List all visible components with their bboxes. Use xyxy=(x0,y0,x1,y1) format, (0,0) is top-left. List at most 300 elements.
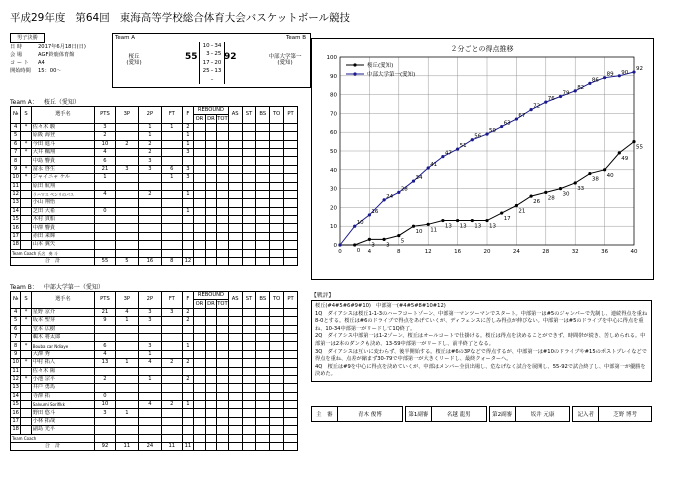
empty-cell xyxy=(242,367,256,375)
player-name: 中村 拓人 xyxy=(31,359,94,367)
player-no: 12 xyxy=(12,191,19,198)
data-point xyxy=(353,243,356,246)
player-row xyxy=(11,317,298,325)
empty-cell xyxy=(284,207,298,215)
empty-cell xyxy=(284,359,298,367)
empty-cell xyxy=(138,434,161,442)
empty-cell xyxy=(194,207,206,215)
player-p2 xyxy=(138,333,161,341)
empty-cell xyxy=(205,342,217,350)
data-label: 82 xyxy=(577,84,585,91)
empty-cell xyxy=(256,359,270,367)
player-no: 16 xyxy=(12,224,19,231)
player-ft: 6 xyxy=(161,165,182,173)
game-info xyxy=(10,33,86,75)
empty-cell xyxy=(217,417,229,425)
player-name: 大井 楓翔 xyxy=(31,148,94,156)
player-s: * xyxy=(21,375,31,383)
empty-cell xyxy=(228,148,242,156)
player-p3 xyxy=(115,241,138,249)
date: 2017年6月18日(日) xyxy=(38,44,86,50)
empty-cell xyxy=(256,350,270,358)
empty-cell xyxy=(270,132,284,140)
player-p3 xyxy=(115,157,138,165)
quarter-score-b: 13 xyxy=(214,68,222,75)
empty-cell xyxy=(217,392,229,400)
second-label: 第2副審 xyxy=(488,407,515,422)
player-name: 佐々木 駿 xyxy=(31,123,94,131)
header-pt: PT xyxy=(284,292,298,309)
player-name: 星野 京介 xyxy=(31,308,94,316)
empty-cell xyxy=(205,182,217,190)
player-row xyxy=(11,232,298,240)
player-s xyxy=(21,241,31,249)
data-point xyxy=(441,219,444,222)
data-label: 90 xyxy=(621,69,629,76)
empty-cell xyxy=(242,375,256,383)
empty-cell xyxy=(284,392,298,400)
empty-cell xyxy=(194,148,206,156)
player-p3 xyxy=(115,417,138,425)
player-p2 xyxy=(138,199,161,207)
empty-cell xyxy=(205,409,217,417)
total-f: 11 xyxy=(182,443,194,451)
player-p2 xyxy=(138,174,161,182)
empty-cell xyxy=(256,249,270,257)
player-f xyxy=(182,392,194,400)
empty-cell xyxy=(217,443,229,451)
quarter-dash: – xyxy=(210,43,214,49)
quarter-score-a: 17 xyxy=(202,59,210,66)
quarter-row xyxy=(200,42,224,50)
empty-cell xyxy=(95,434,116,442)
empty-cell xyxy=(217,409,229,417)
player-p2: 1 xyxy=(138,123,161,131)
player-row xyxy=(11,182,298,190)
player-ft xyxy=(161,207,182,215)
data-point xyxy=(530,195,533,198)
quarter-dash: – xyxy=(210,68,214,75)
empty-cell xyxy=(284,157,298,165)
player-ft: 2 xyxy=(161,359,182,367)
empty-cell xyxy=(217,350,229,358)
empty-cell xyxy=(242,258,256,266)
player-name: 鵜木 将太郎 xyxy=(31,333,94,341)
data-point xyxy=(618,151,621,154)
player-pts: 0 xyxy=(95,207,116,215)
empty-cell xyxy=(205,375,217,383)
player-s: * xyxy=(21,359,31,367)
empty-cell xyxy=(228,375,242,383)
data-label: 33 xyxy=(577,185,585,192)
player-s xyxy=(21,325,31,333)
empty-cell xyxy=(284,434,298,442)
empty-cell xyxy=(284,384,298,392)
empty-cell xyxy=(242,308,256,316)
empty-cell xyxy=(217,224,229,232)
player-ft: 2 xyxy=(161,401,182,409)
empty-cell xyxy=(270,409,284,417)
empty-cell xyxy=(256,190,270,198)
empty-cell xyxy=(228,199,242,207)
empty-cell xyxy=(242,216,256,224)
score-box xyxy=(112,33,311,88)
player-ft xyxy=(161,375,182,383)
empty-cell xyxy=(284,182,298,190)
recorder-label: 記入者 xyxy=(571,407,598,422)
quarter-dash: – xyxy=(210,59,214,66)
quarter-row xyxy=(200,59,224,67)
coach-cell xyxy=(11,434,95,442)
player-f xyxy=(182,157,194,165)
player-p3 xyxy=(115,123,138,131)
player-pts: 21 xyxy=(95,308,116,316)
header-or: OR xyxy=(195,300,204,307)
empty-cell xyxy=(270,190,284,198)
player-pts xyxy=(95,426,116,434)
data-point xyxy=(632,140,635,143)
coach-row xyxy=(11,249,298,257)
empty-cell xyxy=(205,359,217,367)
empty-cell xyxy=(256,426,270,434)
empty-cell xyxy=(205,350,217,358)
data-point xyxy=(559,187,562,190)
empty-cell xyxy=(242,249,256,257)
empty-cell xyxy=(205,190,217,198)
player-row xyxy=(11,392,298,400)
team-a-label: Team A xyxy=(115,35,136,41)
player-p3 xyxy=(115,174,138,182)
player-name: 中澤 響貴 xyxy=(31,224,94,232)
y-tick-label: 10 xyxy=(330,224,337,231)
score-a: 55 xyxy=(185,52,198,62)
empty-cell xyxy=(284,409,298,417)
recorder: 芝野 博考 xyxy=(599,407,652,422)
empty-cell xyxy=(256,308,270,316)
player-f xyxy=(182,216,194,224)
player-name: 富永 啓生 xyxy=(31,165,94,173)
player-p2 xyxy=(138,325,161,333)
player-pts xyxy=(95,224,116,232)
empty-cell xyxy=(270,359,284,367)
player-no: 10 xyxy=(12,174,19,181)
player-row xyxy=(11,409,298,417)
empty-cell xyxy=(194,359,206,367)
player-name: 堂本 広樹 xyxy=(31,325,94,333)
data-label: 89 xyxy=(606,71,614,78)
data-label: 10 xyxy=(415,229,423,236)
empty-cell xyxy=(182,434,194,442)
player-row xyxy=(11,342,298,350)
player-pts xyxy=(95,417,116,425)
empty-cell xyxy=(228,401,242,409)
player-name: 小林 拓哉 xyxy=(31,417,94,425)
data-label: 76 xyxy=(547,96,555,103)
empty-cell xyxy=(217,241,229,249)
empty-cell xyxy=(256,401,270,409)
empty-cell xyxy=(228,157,242,165)
total-p2: 24 xyxy=(138,443,161,451)
data-point xyxy=(427,223,430,226)
empty-cell xyxy=(217,249,229,257)
empty-cell xyxy=(284,174,298,182)
player-p2: 1 xyxy=(138,350,161,358)
player-p3: 1 xyxy=(115,409,138,417)
player-ft xyxy=(161,342,182,350)
player-no: 12 xyxy=(12,376,19,383)
player-row xyxy=(11,148,298,156)
data-label: 59 xyxy=(489,128,496,135)
header-3p: 3P xyxy=(115,107,138,124)
player-s xyxy=(21,367,31,375)
empty-cell xyxy=(228,174,242,182)
player-no: 14 xyxy=(12,207,19,214)
player-pts: 0 xyxy=(95,392,116,400)
data-label: 49 xyxy=(621,155,629,162)
data-label: 28 xyxy=(400,186,408,193)
player-p3 xyxy=(115,333,138,341)
player-ft: 1 xyxy=(161,123,182,131)
empty-cell xyxy=(270,350,284,358)
chart-title: ２分ごとの得点推移 xyxy=(450,45,514,53)
player-name: 大澤 秀 xyxy=(31,350,94,358)
player-p3 xyxy=(115,190,138,198)
player-p2 xyxy=(138,417,161,425)
empty-cell xyxy=(242,426,256,434)
player-f xyxy=(182,350,194,358)
data-label: 13 xyxy=(474,223,482,230)
quarter-score-b: 25 xyxy=(214,51,222,58)
score-chart-svg xyxy=(312,39,653,279)
player-no: 7 xyxy=(11,148,21,156)
empty-cell xyxy=(205,123,217,131)
empty-cell xyxy=(270,417,284,425)
x-tick-label: 4 xyxy=(367,249,372,255)
player-name: 坂本 聖芽 xyxy=(31,317,94,325)
player-p2: 2 xyxy=(138,190,161,198)
empty-cell xyxy=(228,308,242,316)
player-p3 xyxy=(115,216,138,224)
data-point xyxy=(485,219,488,222)
team-a-header: Team A： 桜丘（愛知） xyxy=(10,99,80,106)
player-row xyxy=(11,216,298,224)
player-s xyxy=(21,384,31,392)
empty-cell xyxy=(217,174,229,182)
empty-cell xyxy=(284,342,298,350)
data-label: 13 xyxy=(489,223,496,230)
empty-cell xyxy=(256,232,270,240)
player-pts: 2 xyxy=(95,132,116,140)
y-tick-label: 0 xyxy=(333,243,337,249)
header-blocks: BS xyxy=(256,292,270,309)
player-s xyxy=(21,401,31,409)
player-p2: 2 xyxy=(138,140,161,148)
player-p3 xyxy=(115,148,138,156)
player-s xyxy=(21,182,31,190)
data-label: 13 xyxy=(444,223,452,230)
empty-cell xyxy=(256,375,270,383)
player-row xyxy=(11,123,298,131)
empty-cell xyxy=(228,132,242,140)
player-no: 15 xyxy=(12,216,19,223)
player-ft xyxy=(161,148,182,156)
player-ft xyxy=(161,232,182,240)
empty-cell xyxy=(284,367,298,375)
empty-cell xyxy=(242,165,256,173)
player-pts xyxy=(95,216,116,224)
quarter-score-a xyxy=(200,76,210,84)
player-f xyxy=(182,333,194,341)
empty-cell xyxy=(217,148,229,156)
empty-cell xyxy=(270,224,284,232)
empty-cell xyxy=(256,258,270,266)
empty-cell xyxy=(228,165,242,173)
header-player: 選手名 xyxy=(31,292,94,309)
player-p2 xyxy=(138,224,161,232)
start-time: 15：00～ xyxy=(38,68,62,74)
data-label: 34 xyxy=(415,175,423,182)
first-referee: 名越 龍男 xyxy=(431,407,487,422)
empty-cell xyxy=(256,443,270,451)
player-s xyxy=(21,417,31,425)
empty-cell xyxy=(256,123,270,131)
player-row xyxy=(11,132,298,140)
total-f: 12 xyxy=(182,258,194,266)
empty-cell xyxy=(242,174,256,182)
player-ft xyxy=(161,157,182,165)
y-tick-label: 100 xyxy=(326,55,337,61)
empty-cell xyxy=(194,258,206,266)
empty-cell xyxy=(256,207,270,215)
empty-cell xyxy=(217,182,229,190)
player-name: 芝田 大希 xyxy=(31,207,94,215)
total-ft: 11 xyxy=(161,443,182,451)
empty-cell xyxy=(242,140,256,148)
x-tick-label: 32 xyxy=(571,249,579,255)
player-ft xyxy=(161,241,182,249)
data-label: 41 xyxy=(430,161,438,168)
data-label: 11 xyxy=(430,227,438,234)
empty-cell xyxy=(242,325,256,333)
empty-cell xyxy=(217,258,229,266)
player-name: Salvumi Sorifikk xyxy=(31,401,94,409)
empty-cell xyxy=(217,367,229,375)
empty-cell xyxy=(228,333,242,341)
empty-cell xyxy=(217,207,229,215)
empty-cell xyxy=(270,384,284,392)
coach-name: 奏 斗 xyxy=(48,250,58,256)
player-no: 16 xyxy=(12,409,19,416)
empty-cell xyxy=(205,308,217,316)
empty-cell xyxy=(228,350,242,358)
x-tick-label: 12 xyxy=(424,249,432,255)
player-f xyxy=(182,384,194,392)
player-p3: 2 xyxy=(115,140,138,148)
player-row xyxy=(11,224,298,232)
empty-cell xyxy=(284,190,298,198)
player-p2 xyxy=(138,409,161,417)
player-f: 1 xyxy=(182,207,194,215)
team-a-stats xyxy=(10,106,298,266)
venue-label: 会 場 xyxy=(10,52,23,58)
quarter-score-b: 34 xyxy=(214,43,222,49)
empty-cell xyxy=(256,384,270,392)
court-label: コ ー ト xyxy=(10,60,29,66)
player-pts: 4 xyxy=(95,148,116,156)
y-tick-label: 50 xyxy=(330,149,337,155)
empty-cell xyxy=(194,123,206,131)
player-p3 xyxy=(115,132,138,140)
empty-cell xyxy=(270,375,284,383)
total-p3: 11 xyxy=(115,443,138,451)
player-p2 xyxy=(138,426,161,434)
quarter-dash: – xyxy=(210,51,214,58)
player-ft: 1 xyxy=(161,174,182,182)
empty-cell xyxy=(270,157,284,165)
player-name: 原阪 海登 xyxy=(31,132,94,140)
empty-cell xyxy=(217,199,229,207)
player-s xyxy=(21,224,31,232)
empty-cell xyxy=(228,241,242,249)
player-no: 4 xyxy=(11,123,21,131)
player-f xyxy=(182,417,194,425)
player-no: 14 xyxy=(12,392,19,399)
player-f: 3 xyxy=(182,174,194,182)
empty-cell xyxy=(194,232,206,240)
player-ft xyxy=(161,417,182,425)
player-p3: 1 xyxy=(115,317,138,325)
first-label: 第1副審 xyxy=(404,407,431,422)
empty-cell xyxy=(284,123,298,131)
empty-cell xyxy=(256,434,270,442)
empty-cell xyxy=(270,165,284,173)
empty-cell xyxy=(217,216,229,224)
empty-cell xyxy=(217,317,229,325)
court: A4 xyxy=(38,60,45,66)
player-s xyxy=(21,216,31,224)
empty-cell xyxy=(228,249,242,257)
player-s: * xyxy=(21,308,31,316)
empty-cell xyxy=(205,401,217,409)
player-s xyxy=(21,426,31,434)
header-tot: TOT xyxy=(217,115,228,122)
empty-cell xyxy=(217,157,229,165)
player-p3 xyxy=(115,367,138,375)
empty-cell xyxy=(284,333,298,341)
empty-cell xyxy=(228,123,242,131)
header-fouls: F xyxy=(182,107,194,124)
empty-cell xyxy=(256,317,270,325)
x-tick-label: 16 xyxy=(454,249,462,255)
empty-cell xyxy=(270,342,284,350)
player-f xyxy=(182,199,194,207)
player-ft xyxy=(161,199,182,207)
empty-cell xyxy=(284,401,298,409)
x-tick-label: 36 xyxy=(601,249,609,255)
player-ft xyxy=(161,350,182,358)
player-p3 xyxy=(115,350,138,358)
empty-cell xyxy=(284,258,298,266)
empty-cell xyxy=(242,157,256,165)
empty-cell xyxy=(270,401,284,409)
coach-label: Team Coach xyxy=(12,435,37,441)
player-name: 今田 進斗 xyxy=(31,140,94,148)
player-row xyxy=(11,367,298,375)
start-label: 開始時間 xyxy=(10,68,31,74)
player-no: 13 xyxy=(12,199,19,206)
empty-cell xyxy=(284,224,298,232)
empty-cell xyxy=(194,392,206,400)
